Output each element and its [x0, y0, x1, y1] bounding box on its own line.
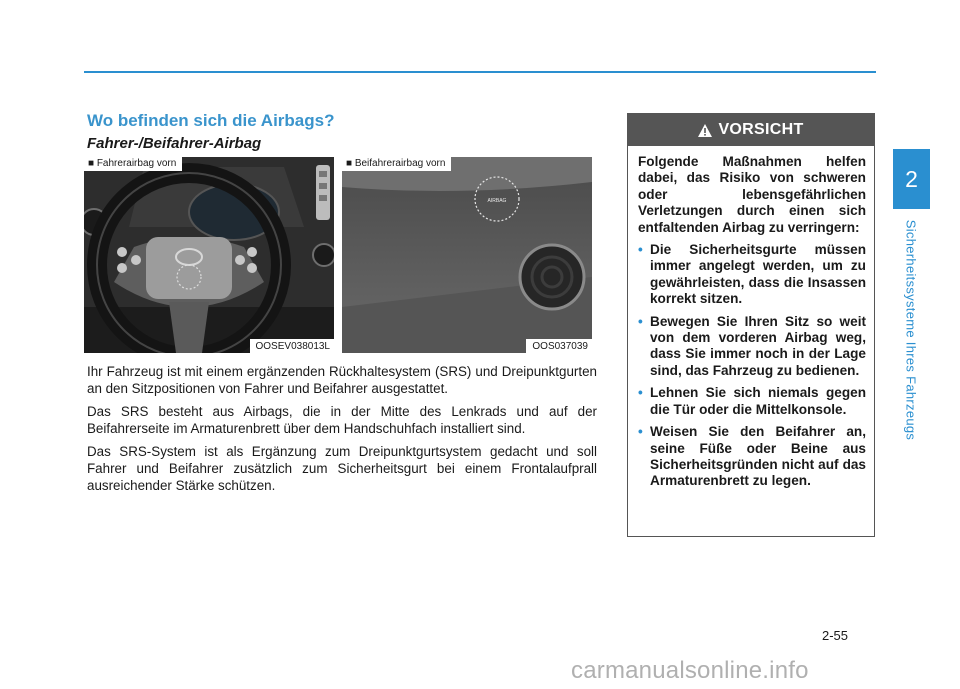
- body-text: [87, 364, 597, 501]
- paragraph: Das SRS-System ist als Ergänzung zum Dreipunktgurtsystem gedacht und soll Fahrer und Beifahrer zusätzlich zum Sicherheitsgurt bei einem Frontalaufprall ausreichender Stärke schützen.: [87, 444, 597, 493]
- caution-item: • Die Sicherheitsgurte müssen immer angelegt werden, um zu gewährleisten, dass die Insassen korrekt sitzen.: [638, 242, 866, 308]
- airbag-stamp: AIRBAG: [487, 198, 507, 204]
- steering-wheel-illustration: [84, 157, 334, 353]
- driver-airbag-photo: [84, 157, 334, 353]
- caution-item: • Bewegen Sie Ihren Sitz so weit von dem vorderen Airbag weg, dass Sie immer noch in der Lage sind, das Fahrzeug zu bedienen.: [638, 314, 866, 380]
- watermark: carmanualsonline.info: [571, 657, 809, 684]
- caution-intro: Folgende Maßnahmen helfen dabei, das Risiko von schweren oder lebensgefährlichen Verletzungen durch einen sich entfaltenden Airbag zu verringern:: [638, 154, 866, 235]
- paragraph: Das SRS besteht aus Airbags, die in der Mitte des Lenkrads und auf der Beifahrerseite im Armaturenbrett über dem Handschuhfach installiert sind.: [87, 404, 597, 436]
- caution-body: [628, 146, 874, 490]
- passenger-airbag-photo: [342, 157, 592, 353]
- page-number: 2-55: [822, 628, 849, 643]
- paragraph: Ihr Fahrzeug ist mit einem ergänzenden Rückhaltesystem (SRS) und Dreipunktgurten an den Sitzpositionen von Fahrer und Beifahrer ausgestattet.: [87, 364, 597, 396]
- caution-list: [638, 242, 866, 490]
- figure-caption: ■ Fahrerairbag vorn: [84, 157, 182, 171]
- section-subtitle: Fahrer-/Beifahrer-Airbag: [87, 135, 262, 152]
- dashboard-illustration: [342, 157, 592, 353]
- chapter-tab: [893, 149, 930, 209]
- caution-box: [627, 113, 875, 537]
- caution-item: • Lehnen Sie sich niemals gegen die Tür oder die Mittelkonsole.: [638, 385, 866, 418]
- chapter-number: 2: [905, 165, 918, 192]
- figure-caption: ■ Beifahrerairbag vorn: [342, 157, 451, 171]
- figure-code: OOS037039: [526, 339, 592, 353]
- chapter-title: Sicherheitssysteme Ihres Fahrzeugs: [903, 219, 919, 441]
- caution-header: [628, 114, 874, 146]
- caution-title: VORSICHT: [718, 121, 804, 138]
- warning-triangle-icon: [698, 124, 712, 137]
- top-rule: [84, 71, 876, 73]
- figure-code: OOSEV038013L: [250, 339, 335, 353]
- caution-item: • Weisen Sie den Beifahrer an, seine Füße oder Beine aus Sicherheitsgründen nicht auf das Armaturenbrett zu legen.: [638, 424, 866, 490]
- section-title: Wo befinden sich die Airbags?: [87, 111, 335, 130]
